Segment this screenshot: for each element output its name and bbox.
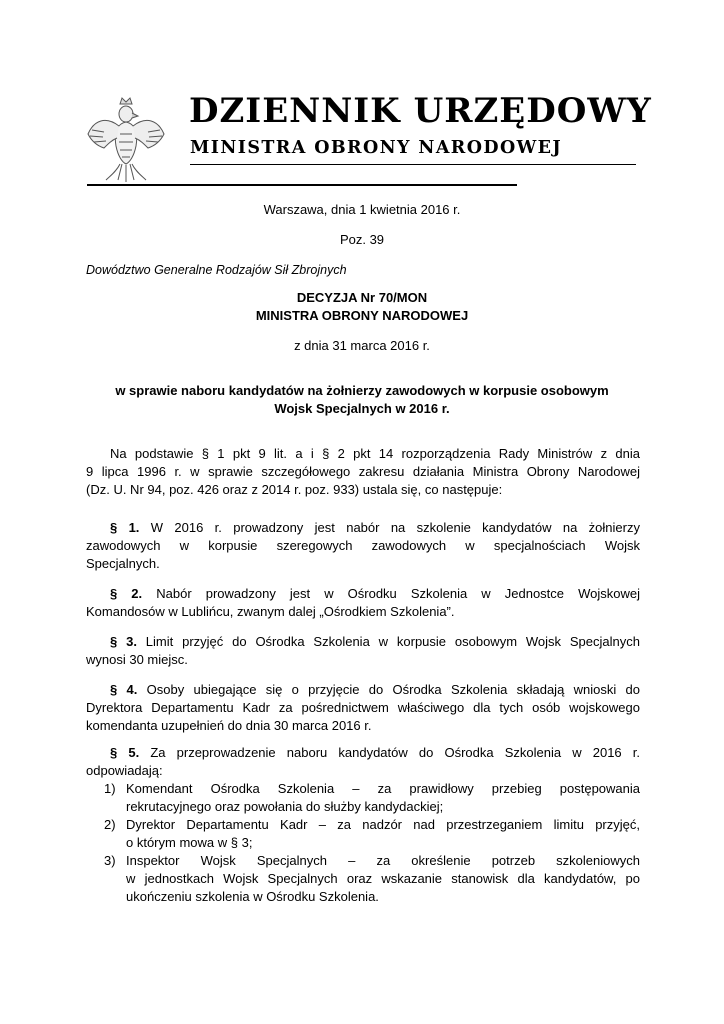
text-line: rekrutacyjnego oraz powołania do służby kandydackiej; xyxy=(126,799,444,814)
decision-title xyxy=(86,289,638,325)
text-line: Specjalnych. xyxy=(86,556,160,571)
list-item xyxy=(104,780,640,816)
section-text: W 2016 r. prowadzony jest nabór na szkolenie kandydatów na żołnierzy xyxy=(150,520,640,535)
section-5 xyxy=(86,744,640,780)
publication-date: Warszawa, dnia 1 kwietnia 2016 r. xyxy=(263,202,461,217)
list-number: 2) xyxy=(104,817,116,832)
text-line: o którym mowa w § 3; xyxy=(126,835,253,850)
list-number: 3) xyxy=(104,853,116,868)
text-line: 9 lipca 1996 r. w sprawie szczegółowego zakresu działania Ministra Obrony Narodowej xyxy=(86,464,640,479)
section-number: § 4. xyxy=(110,682,138,697)
section-text: Limit przyjęć do Ośrodka Szkolenia w korpusie osobowym Wojsk Specjalnych xyxy=(145,634,640,649)
text-line xyxy=(86,744,640,762)
text-line: Inspektor Wojsk Specjalnych – za określenie potrzeb szkoleniowych xyxy=(126,853,640,868)
issuing-authority: Dowództwo Generalne Rodzajów Sił Zbrojnych xyxy=(86,263,347,277)
subject-line-2: Wojsk Specjalnych w 2016 r. xyxy=(274,401,450,416)
text-line: Komandosów w Lublińcu, zwanym dalej „Ośrodkiem Szkolenia”. xyxy=(86,604,455,619)
masthead-subtitle: MINISTRA OBRONY NARODOWEJ xyxy=(190,138,563,158)
section-text: Za przeprowadzenie naboru kandydatów do Ośrodka Szkolenia w 2016 r. xyxy=(150,745,641,760)
list-text xyxy=(126,780,640,816)
text-line: w jednostkach Wojsk Specjalnych oraz wskazanie stanowisk dla kandydatów, po xyxy=(126,871,640,886)
text-line: Dyrektor Departamentu Kadr – za nadzór nad przestrzeganiem limitu przyjęć, xyxy=(126,817,640,832)
decision-number: DECYZJA Nr 70/MON xyxy=(296,290,428,305)
text-line: Dyrektora Departamentu Kadr za pośrednictwem właściwego dla tych osób wojskowego xyxy=(86,700,640,715)
decision-subject xyxy=(86,382,638,418)
list-text xyxy=(126,852,640,906)
text-line xyxy=(86,585,640,603)
section-4 xyxy=(86,681,640,735)
list-item xyxy=(104,816,640,852)
text-line: zawodowych w korpusie szeregowych zawodowych w specjalnościach Wojsk xyxy=(86,538,640,553)
text-line: ukończeniu szkolenia w Ośrodku Szkolenia. xyxy=(126,889,379,904)
text-line: Na podstawie § 1 pkt 9 lit. a i § 2 pkt 14 rozporządzenia Rady Ministrów z dnia xyxy=(110,446,640,461)
list-number: 1) xyxy=(104,781,116,796)
list-text xyxy=(126,816,640,852)
text-line: wynosi 30 miejsc. xyxy=(86,652,188,667)
text-line: komendanta uzupełnień do dnia 30 marca 2016 r. xyxy=(86,718,372,733)
subject-line-1: w sprawie naboru kandydatów na żołnierzy zawodowych w korpusie osobowym xyxy=(115,383,609,398)
masthead-title: DZIENNIK URZĘDOWY xyxy=(189,91,652,131)
section-text: Nabór prowadzony jest w Ośrodku Szkolenia w Jednostce Wojskowej xyxy=(156,586,640,601)
legal-basis-paragraph xyxy=(86,445,640,499)
list-item xyxy=(104,852,640,906)
text-line: Komendant Ośrodka Szkolenia – za prawidłowy przebieg postępowania xyxy=(126,781,640,796)
header-divider xyxy=(87,184,517,186)
white-eagle-emblem-icon xyxy=(86,94,166,184)
text-line: odpowiadają: xyxy=(86,763,163,778)
text-line xyxy=(86,633,640,651)
text-line xyxy=(86,681,640,699)
section-number: § 1. xyxy=(110,520,140,535)
section-1 xyxy=(86,519,640,573)
position-number: Poz. 39 xyxy=(339,232,385,247)
masthead-rule xyxy=(190,164,636,165)
text-line xyxy=(86,519,640,537)
decision-author: MINISTRA OBRONY NARODOWEJ xyxy=(255,308,469,323)
section-number: § 3. xyxy=(110,634,137,649)
text-line: (Dz. U. Nr 94, poz. 426 oraz z 2014 r. poz. 933) ustala się, co następuje: xyxy=(86,482,503,497)
section-number: § 2. xyxy=(110,586,143,601)
section-2 xyxy=(86,585,640,621)
section-number: § 5. xyxy=(110,745,140,760)
section-text: Osoby ubiegające się o przyjęcie do Ośrodka Szkolenia składają wnioski do xyxy=(146,682,640,697)
decision-date: z dnia 31 marca 2016 r. xyxy=(294,338,430,353)
section-3 xyxy=(86,633,640,669)
